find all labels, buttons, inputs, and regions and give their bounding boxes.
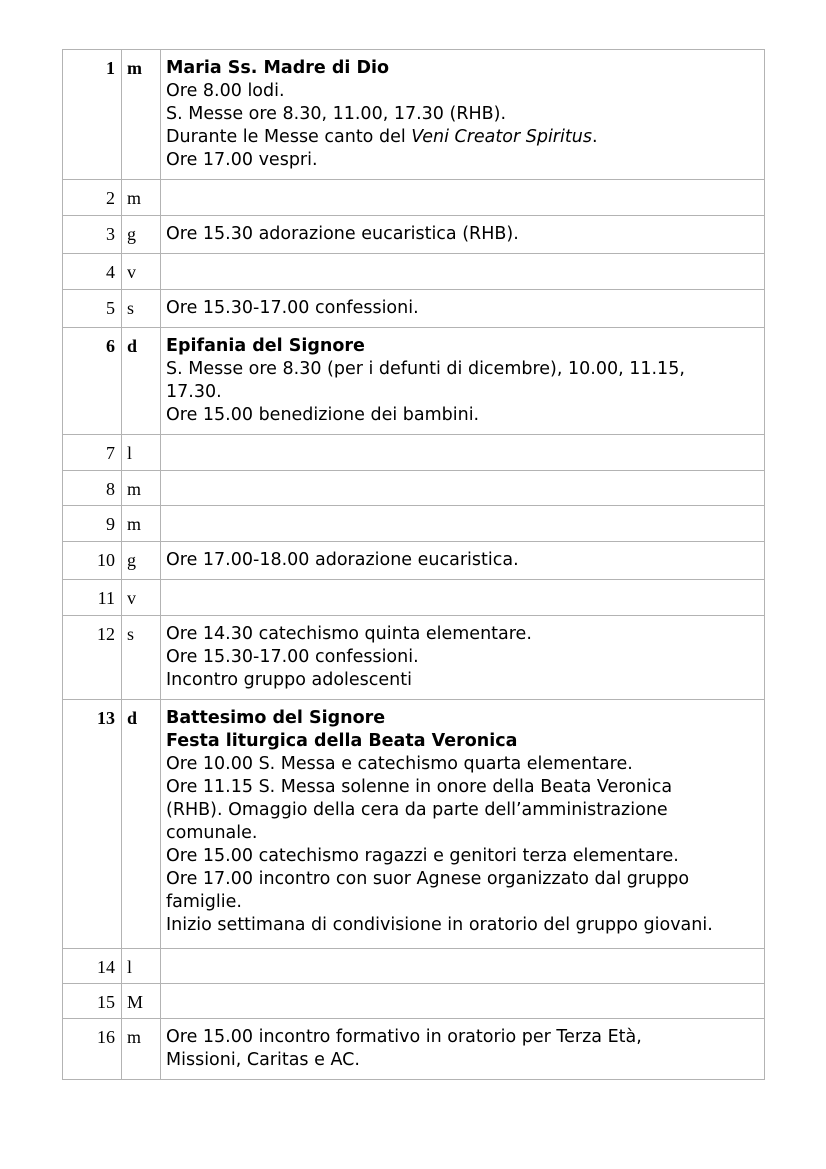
- weekday-letter: d: [122, 700, 161, 949]
- weekday-letter: m: [122, 471, 161, 506]
- event-line: S. Messe ore 8.30, 11.00, 17.30 (RHB).: [166, 104, 507, 124]
- event-line: 17.30.: [166, 382, 222, 402]
- event-line: Ore 17.00-18.00 adorazione eucaristica.: [166, 550, 519, 570]
- weekday-letter: d: [122, 328, 161, 435]
- event-text: Durante le Messe canto del: [166, 127, 412, 147]
- day-number: 8: [63, 471, 122, 506]
- day-number: 6: [63, 328, 122, 435]
- event-line: Ore 15.30-17.00 confessioni.: [166, 298, 419, 318]
- events-cell: [161, 254, 765, 290]
- events-cell: [161, 216, 765, 254]
- calendar-row: [63, 50, 765, 180]
- calendar-row: [63, 984, 765, 1019]
- event-line: Ore 8.00 lodi.: [166, 81, 285, 101]
- events-cell: [161, 328, 765, 435]
- day-number: 16: [63, 1019, 122, 1080]
- feast-title: Maria Ss. Madre di Dio: [166, 58, 390, 78]
- event-line: Ore 14.30 catechismo quinta elementare.: [166, 624, 532, 644]
- events-cell: [161, 700, 765, 949]
- day-number: 5: [63, 290, 122, 328]
- events-cell: [161, 580, 765, 616]
- event-line: Ore 15.30 adorazione eucaristica (RHB).: [166, 224, 519, 244]
- weekday-letter: v: [122, 254, 161, 290]
- calendar-row: [63, 1019, 765, 1080]
- day-number: 12: [63, 616, 122, 700]
- calendar-row: [63, 542, 765, 580]
- event-line: Ore 10.00 S. Messa e catechismo quarta elementare.: [166, 754, 633, 774]
- event-line: Incontro gruppo adolescenti: [166, 670, 412, 690]
- weekday-letter: g: [122, 216, 161, 254]
- events-cell: [161, 949, 765, 984]
- day-number: 2: [63, 180, 122, 216]
- day-number: 13: [63, 700, 122, 949]
- events-cell: [161, 435, 765, 471]
- event-line: Ore 17.00 incontro con suor Agnese organizzato dal gruppo: [166, 869, 690, 889]
- day-number: 10: [63, 542, 122, 580]
- weekday-letter: m: [122, 180, 161, 216]
- calendar-row: [63, 290, 765, 328]
- events-cell: [161, 506, 765, 542]
- calendar-row: [63, 435, 765, 471]
- weekday-letter: v: [122, 580, 161, 616]
- weekday-letter: m: [122, 50, 161, 180]
- weekday-letter: l: [122, 949, 161, 984]
- weekday-letter: m: [122, 506, 161, 542]
- hymn-title: Veni Creator Spiritus: [411, 127, 592, 147]
- events-cell: [161, 50, 765, 180]
- day-number: 7: [63, 435, 122, 471]
- event-line: (RHB). Omaggio della cera da parte dell’amministrazione: [166, 800, 668, 820]
- calendar-row: [63, 471, 765, 506]
- event-line: Ore 17.00 vespri.: [166, 150, 318, 170]
- day-number: 15: [63, 984, 122, 1019]
- calendar-row: [63, 506, 765, 542]
- calendar-table: [62, 49, 765, 1080]
- calendar-row: [63, 254, 765, 290]
- day-number: 1: [63, 50, 122, 180]
- event-line: comunale.: [166, 823, 258, 843]
- events-cell: [161, 180, 765, 216]
- event-line: S. Messe ore 8.30 (per i defunti di dicembre), 10.00, 11.15,: [166, 359, 685, 379]
- weekday-letter: l: [122, 435, 161, 471]
- calendar-row: [63, 616, 765, 700]
- event-line: Missioni, Caritas e AC.: [166, 1050, 360, 1070]
- events-cell: [161, 1019, 765, 1080]
- day-number: 14: [63, 949, 122, 984]
- weekday-letter: g: [122, 542, 161, 580]
- events-cell: [161, 616, 765, 700]
- event-line: famiglie.: [166, 892, 242, 912]
- events-cell: [161, 984, 765, 1019]
- event-line: Ore 15.00 incontro formativo in oratorio per Terza Età,: [166, 1027, 642, 1047]
- events-cell: [161, 542, 765, 580]
- calendar-row: [63, 700, 765, 949]
- calendar-row: [63, 180, 765, 216]
- day-number: 9: [63, 506, 122, 542]
- event-line: Inizio settimana di condivisione in oratorio del gruppo giovani.: [166, 915, 713, 935]
- weekday-letter: M: [122, 984, 161, 1019]
- events-cell: [161, 290, 765, 328]
- event-line: Ore 15.00 benedizione dei bambini.: [166, 405, 480, 425]
- calendar-row: [63, 949, 765, 984]
- calendar-row: [63, 328, 765, 435]
- weekday-letter: s: [122, 616, 161, 700]
- events-cell: [161, 471, 765, 506]
- event-line: Ore 15.30-17.00 confessioni.: [166, 647, 419, 667]
- event-line: [166, 126, 760, 149]
- calendar-row: [63, 580, 765, 616]
- event-line: Ore 11.15 S. Messa solenne in onore della Beata Veronica: [166, 777, 673, 797]
- calendar-row: [63, 216, 765, 254]
- feast-subtitle: Festa liturgica della Beata Veronica: [166, 731, 518, 751]
- feast-title: Epifania del Signore: [166, 336, 365, 356]
- weekday-letter: m: [122, 1019, 161, 1080]
- event-line: Ore 15.00 catechismo ragazzi e genitori terza elementare.: [166, 846, 679, 866]
- weekday-letter: s: [122, 290, 161, 328]
- day-number: 4: [63, 254, 122, 290]
- feast-title: Battesimo del Signore: [166, 708, 386, 728]
- event-text: .: [591, 127, 598, 147]
- day-number: 11: [63, 580, 122, 616]
- day-number: 3: [63, 216, 122, 254]
